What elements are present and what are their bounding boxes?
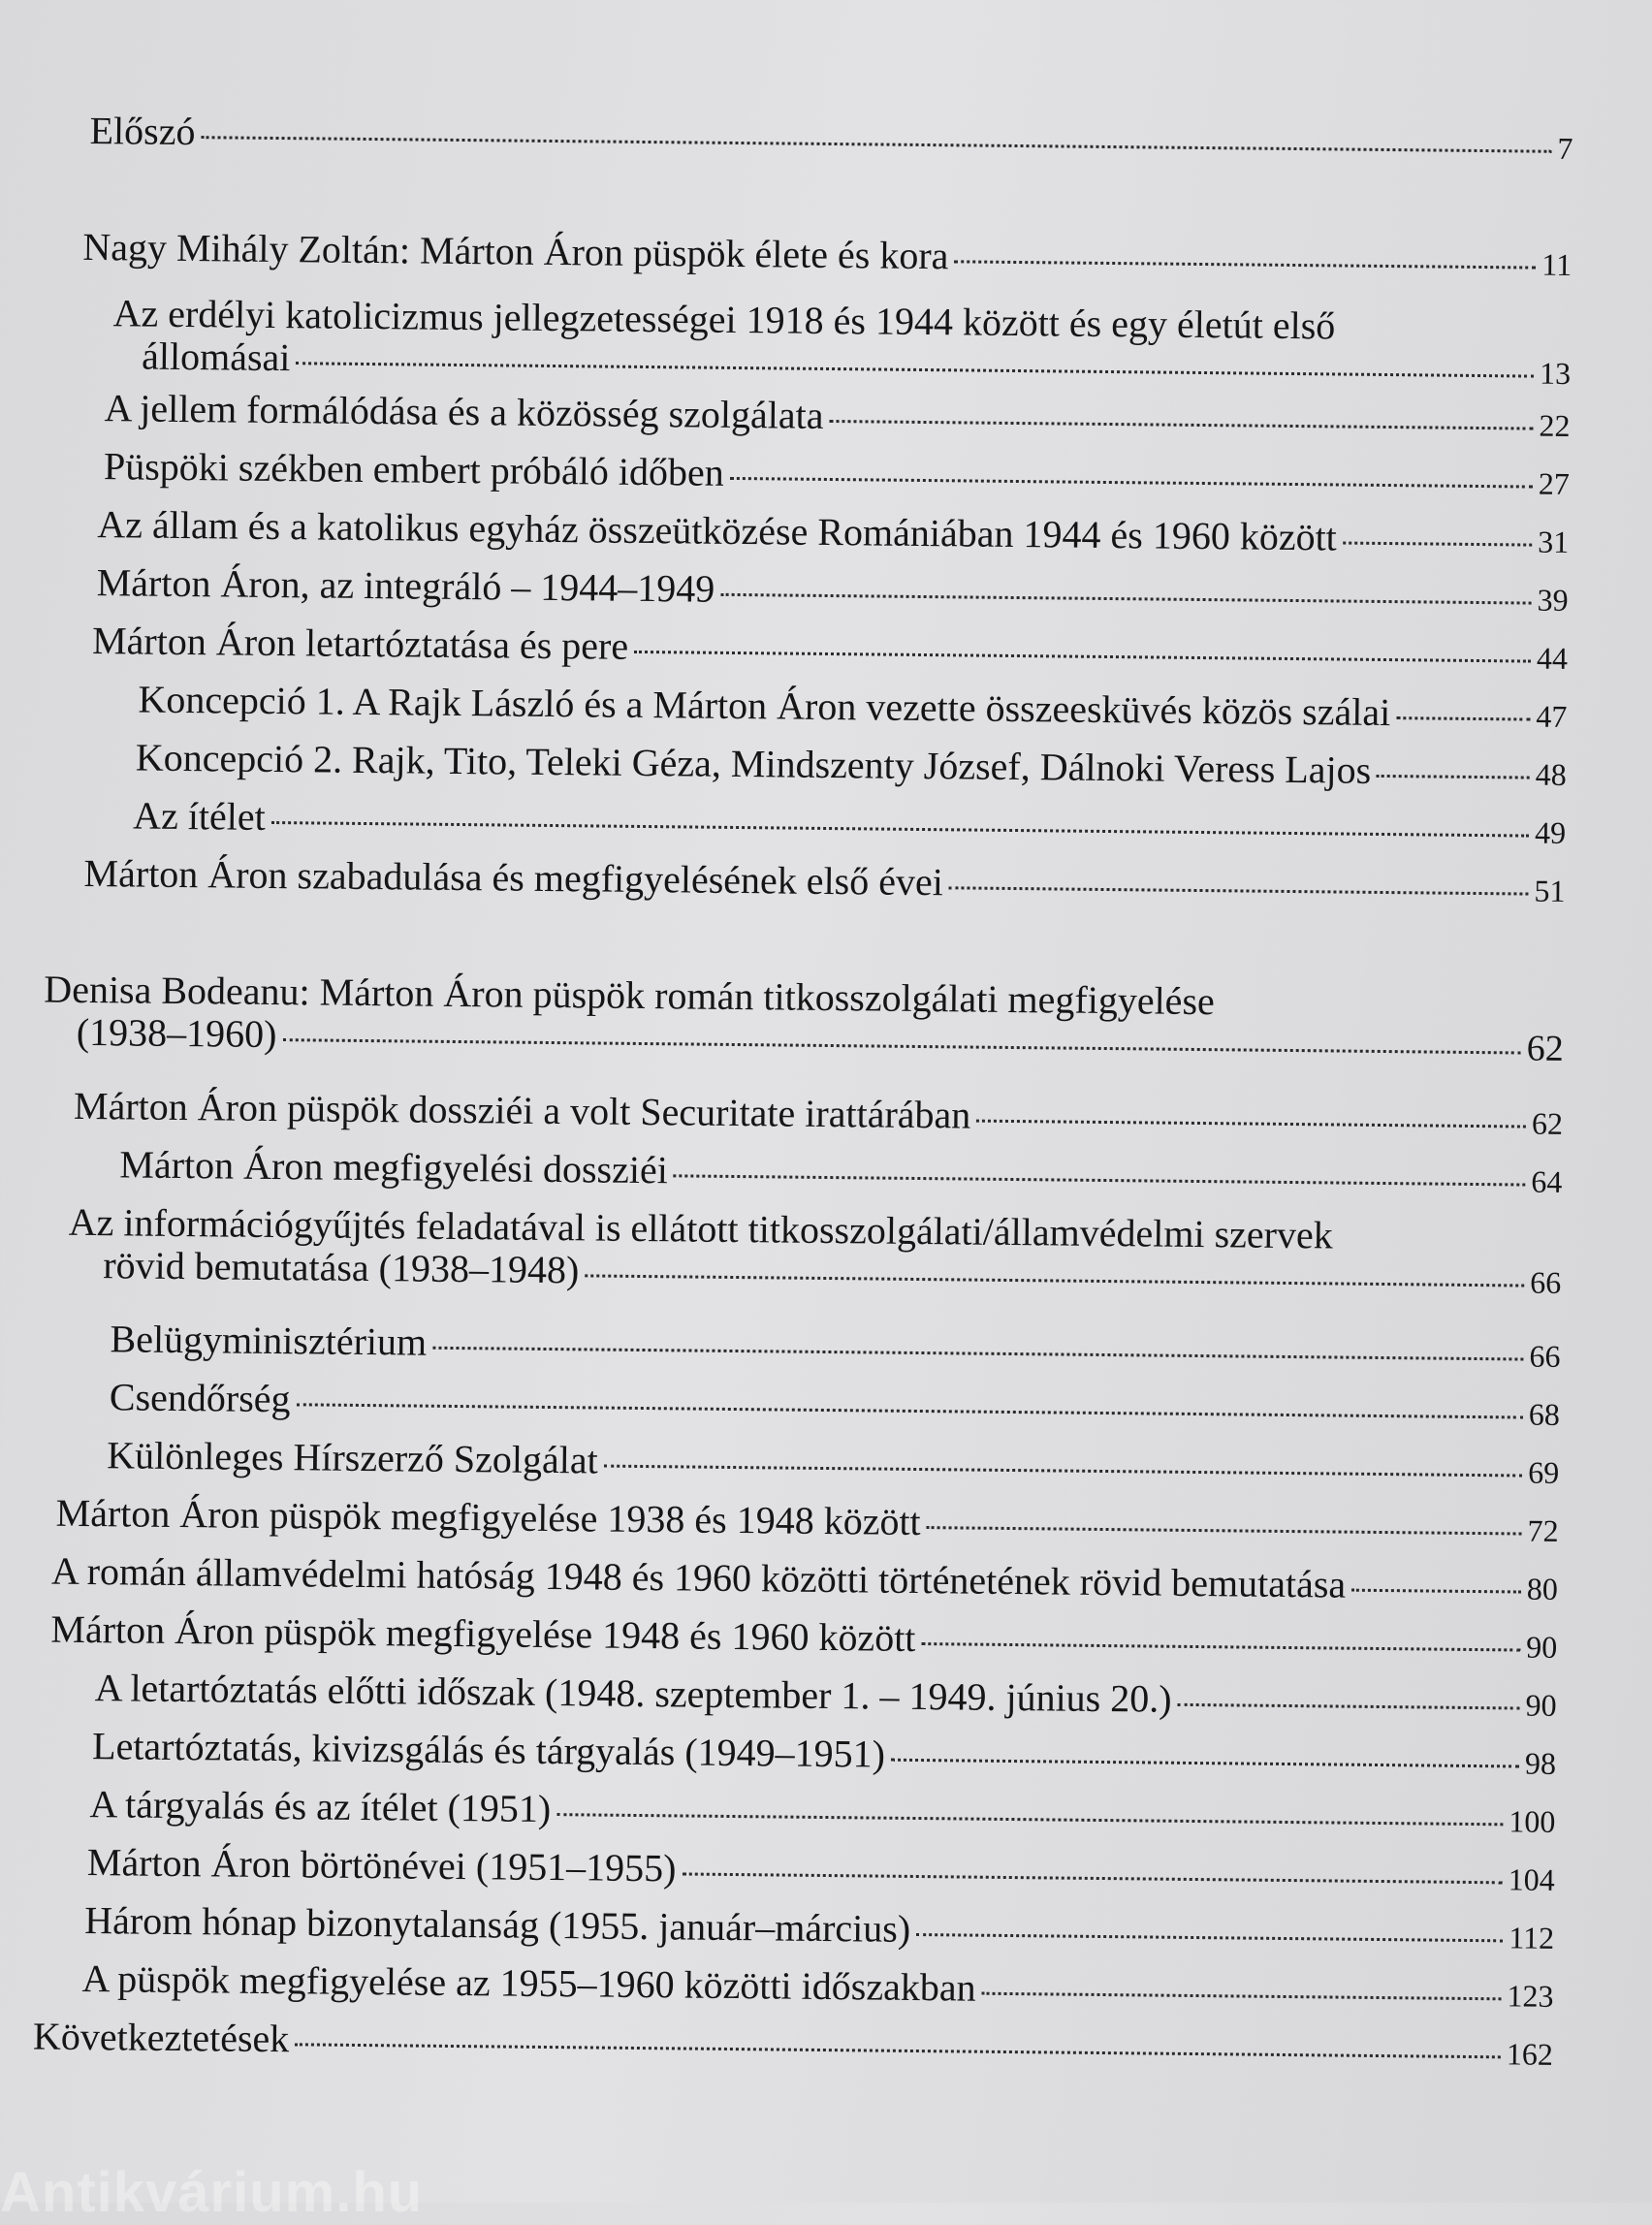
toc-entry-title: Következtetések: [32, 2014, 290, 2061]
toc-entry-title: Csendőrség: [109, 1375, 291, 1421]
toc-entry-title: Márton Áron püspök megfigyelése 1948 és 1960 között: [50, 1606, 916, 1660]
dot-leader: [674, 1174, 1526, 1186]
toc-entry: [110, 1376, 1560, 1436]
toc-entry: [33, 2015, 1553, 2075]
toc-entry: [74, 1085, 1563, 1145]
toc-entry-title: Márton Áron szabadulása és megfigyelésének első évei: [83, 850, 944, 905]
toc-entry-title: A letartóztatás előtti időszak (1948. szeptember 1. – 1949. június 20.): [94, 1666, 1172, 1721]
toc-entry: [104, 387, 1570, 447]
toc-entry: [133, 794, 1566, 853]
dot-leader: [1343, 542, 1532, 547]
toc-page-number: 62: [1531, 1105, 1564, 1141]
toc-entry: [104, 445, 1570, 505]
dot-leader: [829, 420, 1533, 430]
toc-entry-title: Koncepció 2. Rajk, Tito, Teleki Géza, Mindszenty József, Dálnoki Veress Lajos: [135, 735, 1372, 792]
toc-page-number: 62: [1526, 1028, 1564, 1069]
dot-leader: [295, 2043, 1501, 2058]
toc-entry: [138, 679, 1567, 738]
toc-page-number: 69: [1527, 1454, 1560, 1490]
dot-leader: [296, 362, 1534, 377]
toc-entry-title: A püspök megfigyelése az 1955–1960 közötti időszakban: [81, 1955, 976, 2010]
toc-entry: [50, 1608, 1557, 1669]
dot-leader: [982, 1992, 1502, 2001]
toc-entry: [97, 503, 1569, 563]
toc-entry-title-line1: Denisa Bodeanu: Márton Áron püspök román titkosszolgálati megfigyelése: [44, 967, 1216, 1024]
dot-leader: [1396, 716, 1530, 720]
toc-entry-title: Koncepció 1. A Rajk László és a Márton Áron vezette összeesküvés közös szálai: [138, 677, 1391, 735]
dot-leader: [604, 1465, 1522, 1478]
toc-page-number: 22: [1539, 407, 1571, 443]
toc-page-number: 13: [1539, 355, 1572, 391]
dot-leader: [282, 1038, 1520, 1054]
toc-page-number: 66: [1530, 1264, 1562, 1300]
toc-page-number: 64: [1531, 1163, 1563, 1199]
toc-entry: [55, 1492, 1558, 1552]
toc-entry: [96, 561, 1568, 621]
toc-page-number: 49: [1534, 814, 1567, 850]
dot-leader: [1377, 775, 1530, 779]
toc-entry-title: A tárgyalás és az ítélet (1951): [89, 1782, 552, 1831]
dot-leader: [1177, 1703, 1519, 1710]
toc-page-number: 72: [1527, 1512, 1559, 1548]
dot-leader: [585, 1274, 1524, 1287]
toc-entry-title: Három hónap bizonytalanság (1955. január–március): [84, 1898, 911, 1951]
dot-leader: [927, 1526, 1522, 1535]
toc-page-number: 90: [1525, 1687, 1557, 1723]
dot-leader: [921, 1642, 1520, 1651]
dot-leader: [730, 477, 1533, 489]
dot-leader: [1351, 1589, 1521, 1594]
toc-entry-title: Márton Áron püspök dossziéi a volt Securitate irattárában: [73, 1083, 971, 1137]
dot-leader: [271, 821, 1529, 838]
toc-entry-title: A jellem formálódása és a közösség szolgálata: [104, 386, 824, 437]
toc-entry-title: Belügyminisztérium: [110, 1317, 428, 1364]
toc-page-number: 27: [1538, 465, 1571, 501]
toc-entry: [87, 1841, 1555, 1901]
toc-entry: [83, 852, 1565, 912]
toc-page-number: 104: [1508, 1861, 1555, 1897]
dot-leader: [682, 1872, 1502, 1884]
toc-entry: [44, 969, 1565, 1070]
dot-leader: [720, 593, 1531, 605]
toc-entry-title-line1: Az erdélyi katolicizmus jellegzetességei 1918 és 1944 között és egy életút első: [112, 291, 1336, 348]
toc-entry-title: Márton Áron, az integráló – 1944–1949: [96, 560, 715, 611]
dot-leader: [432, 1347, 1523, 1361]
toc-entry-title: A román államvédelmi hatóság 1948 és 1960 közötti történetének rövid bemutatása: [50, 1548, 1347, 1606]
toc-entry-title: Előszó: [89, 108, 196, 154]
dot-leader: [556, 1813, 1503, 1826]
dot-leader: [634, 651, 1531, 663]
toc-entry-title: Márton Áron börtönévei (1951–1955): [86, 1840, 677, 1891]
toc-page-number: 31: [1538, 524, 1570, 559]
toc-entry: [51, 1550, 1558, 1610]
toc-page-number: 123: [1507, 1978, 1554, 2014]
toc-entry: [136, 737, 1567, 796]
toc-entry: [107, 1434, 1559, 1494]
toc-entry-title: Nagy Mihály Zoltán: Márton Áron püspök élete és kora: [82, 224, 949, 278]
toc-page-number: 51: [1534, 873, 1566, 908]
toc-entry: [119, 1143, 1562, 1203]
toc-entry: [92, 620, 1568, 680]
toc-entry-title: Különleges Hírszerző Szolgálat: [107, 1433, 599, 1482]
toc-page-number: 90: [1526, 1629, 1558, 1665]
toc-page-number: 68: [1528, 1396, 1560, 1432]
toc-entry-title: Püspöki székben embert próbáló időben: [103, 444, 725, 494]
toc-page-number: 162: [1506, 2036, 1554, 2072]
dot-leader: [976, 1120, 1526, 1128]
toc-entry: [89, 1783, 1555, 1843]
watermark: Antikvárium.hu: [0, 2161, 424, 2224]
toc-page-number: 11: [1541, 246, 1573, 282]
toc-entry-title: Márton Áron letartóztatása és pere: [91, 619, 629, 668]
toc-page-number: 44: [1536, 640, 1569, 676]
dot-leader: [916, 1933, 1503, 1942]
toc-page-number: 66: [1529, 1338, 1561, 1374]
toc-page-number: 98: [1524, 1745, 1557, 1781]
toc-page-number: 100: [1509, 1803, 1556, 1839]
toc-entry: [110, 1318, 1560, 1378]
dot-leader: [954, 260, 1536, 269]
toc-page-number: 39: [1537, 582, 1569, 618]
dot-leader: [949, 886, 1529, 895]
toc-entry: [95, 1667, 1557, 1727]
toc-page-number: 112: [1509, 1920, 1555, 1955]
toc-entry: [92, 1725, 1556, 1785]
toc-entry-title: Az ítélet: [132, 793, 267, 839]
toc-entry-eloszo: [89, 110, 1573, 170]
toc-page-number: 7: [1557, 130, 1573, 166]
toc-entry-title: rövid bemutatása (1938–1948): [103, 1243, 580, 1292]
toc-entry: [81, 1957, 1553, 2018]
dot-leader: [296, 1403, 1522, 1418]
toc-page-number: 48: [1535, 756, 1567, 792]
dot-leader: [891, 1759, 1519, 1768]
toc-page-number: 80: [1526, 1571, 1559, 1606]
toc-entry-title: Az állam és a katolikus egyház összeütközése Romániában 1944 és 1960 között: [97, 502, 1338, 559]
toc-entry-title: (1938–1960): [76, 1009, 277, 1057]
toc-entry: [84, 1899, 1554, 1959]
toc-entry-title: Márton Áron püspök megfigyelése 1938 és 1948 között: [55, 1490, 921, 1544]
toc-entry-title-line1: Az információgyűjtés feladatával is ellátott titkosszolgálati/államvédelmi szervek: [68, 1199, 1333, 1257]
toc-entry: [82, 226, 1572, 286]
toc-entry-title: Letartóztatás, kivizsgálás és tárgyalás (1949–1951): [91, 1724, 886, 1776]
toc-entry-title: Márton Áron megfigyelési dossziéi: [119, 1142, 669, 1192]
toc-entry: [68, 1201, 1562, 1304]
toc-entry: [112, 292, 1572, 395]
toc-page-number: 47: [1536, 698, 1568, 734]
toc-entry-title: állomásai: [141, 334, 291, 380]
dot-leader: [201, 136, 1551, 153]
